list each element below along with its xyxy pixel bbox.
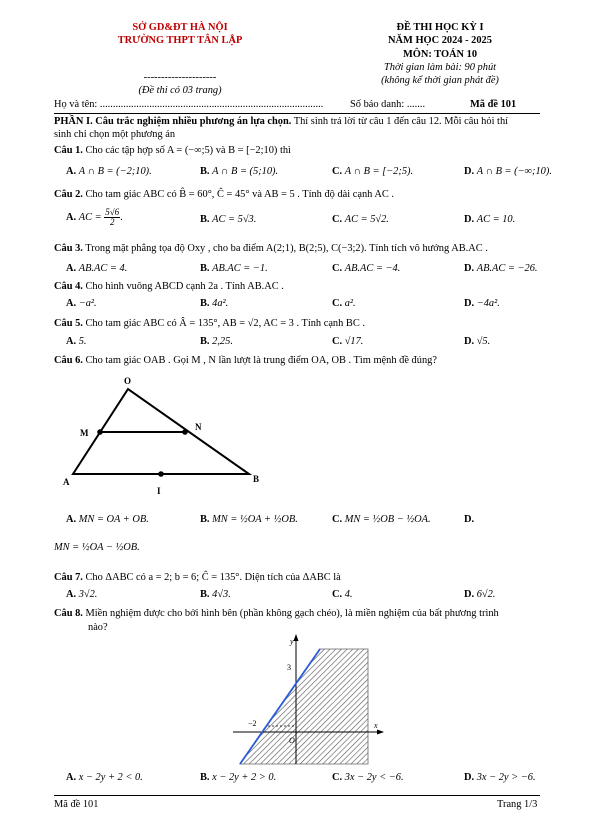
school-year: NĂM HỌC 2024 - 2025 [388, 35, 492, 46]
question-label: Câu 8. [54, 608, 83, 619]
question-8 [54, 608, 499, 619]
dept-name: SỞ GD&ĐT HÀ NỘI [132, 22, 228, 33]
question-8-cont: nào? [88, 622, 108, 633]
question-1 [54, 145, 291, 156]
option-4d[interactable]: D. −4a². [464, 298, 500, 309]
time-limit: Thời gian làm bài: 90 phút [383, 62, 497, 73]
point-m [97, 429, 103, 435]
option-5b[interactable]: B. 2,25. [200, 336, 233, 347]
exam-code: Mã đề 101 [470, 99, 517, 110]
option-5c[interactable]: C. √17. [332, 336, 364, 347]
option-4c[interactable]: C. a². [332, 298, 356, 309]
option-1d[interactable]: D. A ∩ B = (−∞;10). [464, 166, 552, 177]
option-8b[interactable]: B. x − 2y + 2 > 0. [200, 772, 277, 783]
option-3d[interactable]: D. AB.AC = −26. [464, 263, 538, 274]
option-3b[interactable]: B. AB.AC = −1. [200, 263, 268, 274]
option-5d[interactable]: D. √5. [464, 336, 491, 347]
option-2c[interactable]: C. AC = 5√2. [332, 214, 389, 225]
label-origin: O [289, 736, 295, 745]
question-label: Câu 6. [54, 355, 83, 366]
footer-divider [54, 795, 540, 796]
time-note: (không kể thời gian phát đề) [381, 75, 499, 86]
option-7d[interactable]: D. 6√2. [464, 589, 496, 600]
question-6 [54, 355, 437, 366]
label-three: 3 [287, 663, 291, 672]
school-name: TRƯỜNG THPT TÂN LẬP [117, 35, 243, 46]
option-8d[interactable]: D. 3x − 2y > −6. [464, 772, 536, 783]
label-x: x [374, 721, 378, 730]
question-5 [54, 318, 365, 329]
label-a: A [63, 477, 70, 487]
section-desc-cont: sinh chỉ chọn một phương án [54, 129, 176, 140]
footer-page: Trang 1/3 [497, 799, 538, 810]
option-6d[interactable]: MN = ½OA − ½OB. [54, 542, 140, 553]
question-3 [54, 243, 488, 254]
section-desc: Thí sinh trả lời từ câu 1 đến câu 12. Mỗi câu hỏi thí [291, 116, 509, 127]
question-label: Câu 5. [54, 318, 83, 329]
triangle-oab-figure [55, 372, 285, 502]
question-text: Cho tam giác OAB . Gọi M , N lần lượt là trung điểm OA, OB . Tìm mệnh đề đúng? [82, 355, 437, 366]
option-5a[interactable]: A. 5. [66, 336, 87, 347]
label-o: O [124, 376, 132, 386]
footer-code: Mã đề 101 [54, 799, 99, 810]
option-1b[interactable]: B. A ∩ B = (5;10). [200, 166, 279, 177]
label-b: B [253, 474, 260, 484]
option-2a[interactable]: A. AC = $\frac{5√6}{2}$ . [66, 207, 123, 227]
question-text: Cho tam giác ABC có B̂ = 60°, Ĉ = 45° và AB = 5 . Tính độ dài cạnh AC . [82, 189, 395, 200]
question-text: Trong mặt phẳng tọa độ Oxy , cho ba điểm A(2;1), B(2;5), C(−3;2). Tính tích vô hướng AB.AC . [82, 243, 488, 254]
option-8a[interactable]: A. x − 2y + 2 < 0. [66, 772, 143, 783]
option-1c[interactable]: C. A ∩ B = [−2;5). [332, 166, 414, 177]
option-4b[interactable]: B. 4a². [200, 298, 229, 309]
hatched-region [240, 649, 368, 764]
question-label: Câu 7. [54, 572, 83, 583]
section-intro [54, 115, 544, 141]
label-y: y [290, 637, 294, 646]
question-4 [54, 281, 284, 292]
header-divider [54, 113, 540, 114]
option-3c[interactable]: C. AB.AC = −4. [332, 263, 401, 274]
option-6b[interactable]: B. MN = ½OA + ½OB. [200, 514, 298, 525]
name-field-label: Họ và tên: ...................................................................................... [54, 99, 324, 110]
option-1a[interactable]: A. A ∩ B = (−2;10). [66, 166, 152, 177]
question-text: Cho tam giác ABC có Â = 135°, AB = √2, AC = 3 . Tính cạnh BC . [82, 318, 365, 329]
option-7b[interactable]: B. 4√3. [200, 589, 231, 600]
question-text: Cho ΔABC có a = 2; b = 6; Ĉ = 135°. Diện tích của ΔABC là [82, 572, 341, 583]
option-4a[interactable]: A. −a². [66, 298, 97, 309]
question-text: Cho hình vuông ABCD cạnh 2a . Tính AB.AC . [82, 281, 284, 292]
label-minus-two: −2 [248, 719, 257, 728]
option-6c[interactable]: C. MN = ½OB − ½OA. [332, 514, 431, 525]
point-n [182, 429, 188, 435]
question-label: Câu 1. [54, 145, 83, 156]
option-8c[interactable]: C. 3x − 2y < −6. [332, 772, 404, 783]
question-2 [54, 189, 394, 200]
option-6d-key[interactable]: D. [464, 514, 475, 525]
candidate-id-label: Số báo danh: ....... [350, 99, 426, 110]
option-7a[interactable]: A. 3√2. [66, 589, 98, 600]
point-i [158, 471, 164, 477]
y-axis-arrow [294, 634, 299, 641]
solution-region-graph [228, 632, 388, 767]
pages-note: (Đề thi có 03 trang) [138, 85, 222, 96]
question-text: Cho các tập hợp số A = (−∞;5) và B = [−2;10) thì [82, 145, 291, 156]
option-2d[interactable]: D. AC = 10. [464, 214, 516, 225]
question-7 [54, 572, 341, 583]
question-label: Câu 4. [54, 281, 83, 292]
option-7c[interactable]: C. 4. [332, 589, 353, 600]
exam-title: ĐỀ THI HỌC KỲ I [396, 22, 484, 33]
option-2b[interactable]: B. AC = 5√3. [200, 214, 257, 225]
header-dashes: --------------------- [143, 72, 217, 83]
subject: MÔN: TOÁN 10 [402, 49, 478, 60]
question-text: Miền nghiệm được cho bởi hình bên (phần không gạch chéo), là miền nghiệm của bất phương trình [82, 608, 499, 619]
label-i: I [157, 486, 161, 496]
question-label: Câu 3. [54, 243, 83, 254]
option-3a[interactable]: A. AB.AC = 4. [66, 263, 128, 274]
option-6a[interactable]: A. MN = OA + OB. [66, 514, 149, 525]
label-n: N [195, 422, 202, 432]
question-label: Câu 2. [54, 189, 83, 200]
section-title: PHẦN I. Câu trắc nghiệm nhiều phương án lựa chọn. [54, 116, 292, 127]
x-axis-arrow [377, 730, 384, 735]
label-m: M [80, 428, 89, 438]
